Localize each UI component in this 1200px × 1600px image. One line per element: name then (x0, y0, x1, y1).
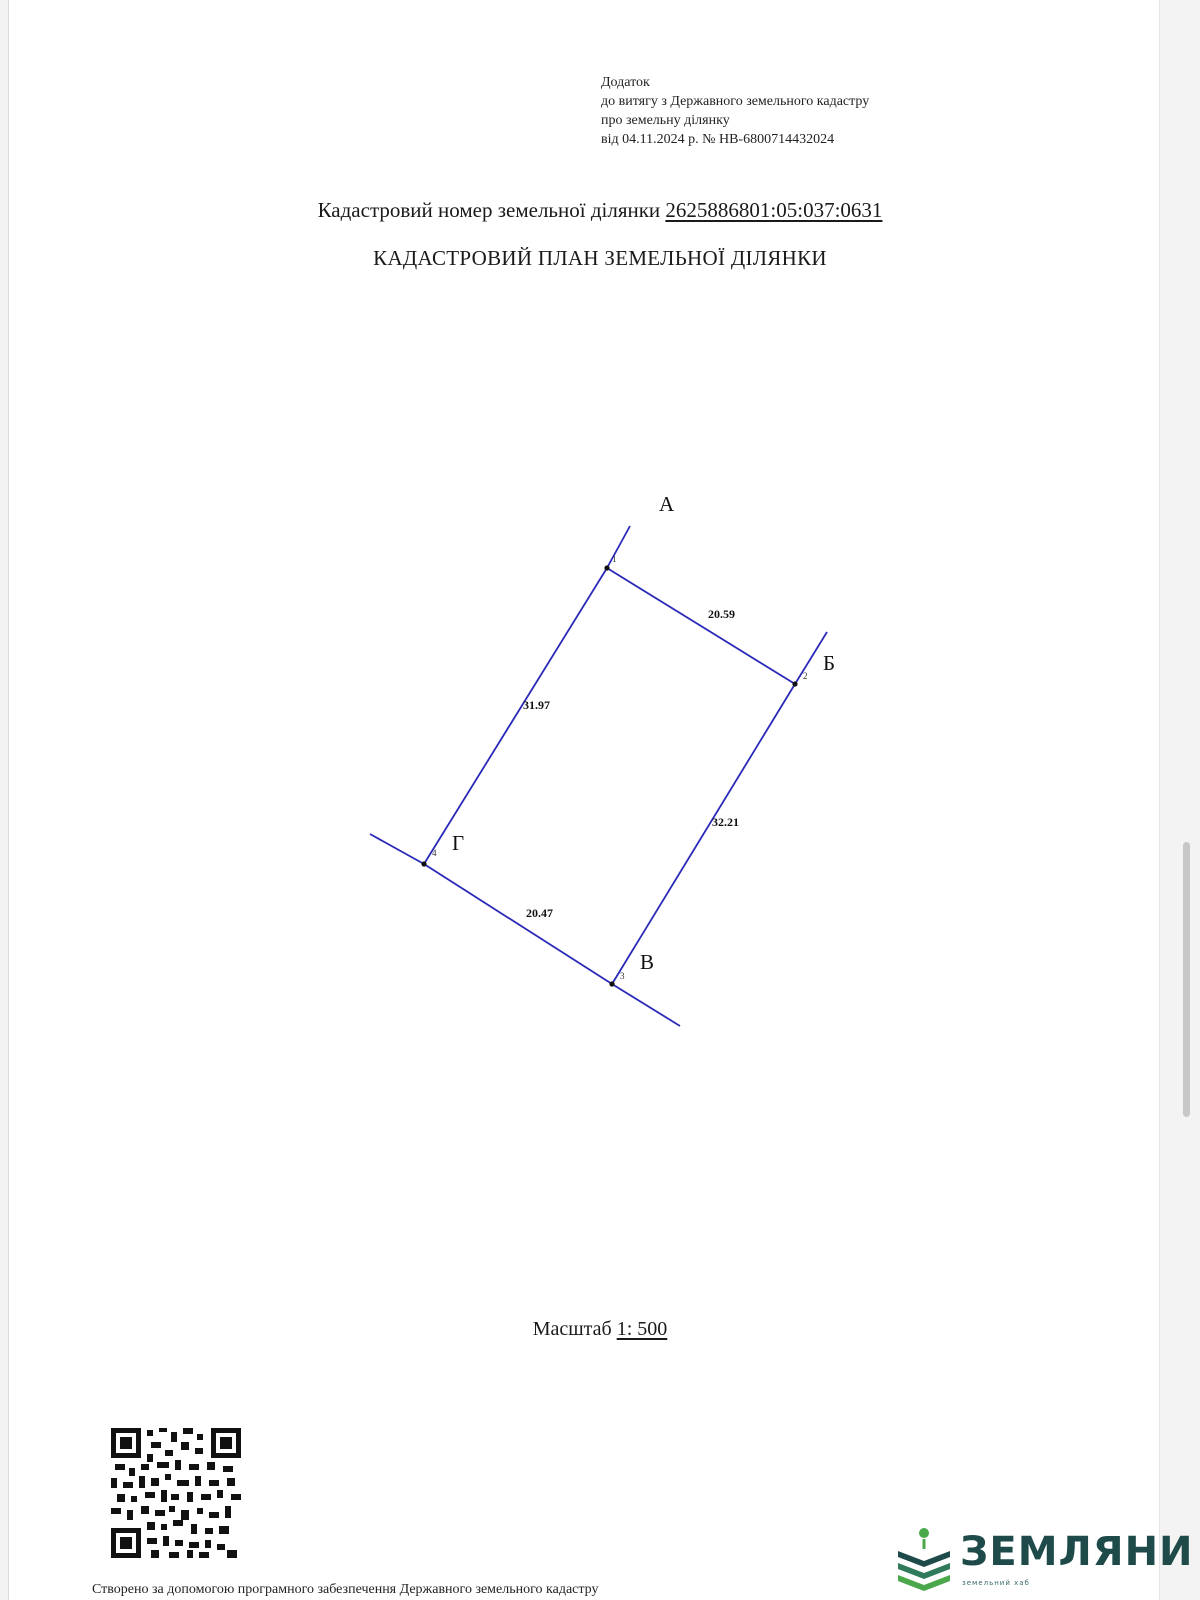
cadastral-number-label: Кадастровий номер земельної ділянки (317, 198, 666, 222)
side-letters (452, 492, 835, 974)
brand-logo-icon (896, 1527, 952, 1597)
appendix-line-2: до витягу з Державного земельного кадастру (601, 94, 870, 109)
footer-note: Створено за допомогою програмного забезпечення Державного земельного кадастру (92, 1582, 599, 1597)
brand-name: ЗЕМЛЯНИ (960, 1529, 1194, 1575)
neighbor-line-v (612, 984, 680, 1026)
boundary-side-4-1 (424, 568, 607, 864)
cadastral-number: 2625886801:05:037:0631 (665, 198, 883, 222)
scale-line (0, 1318, 1200, 1341)
vertex-point-3 (609, 981, 614, 986)
vertex-number-4: 4 (432, 848, 437, 858)
distance-labels (523, 607, 739, 920)
brand-watermark (896, 1527, 1194, 1597)
vertex-numbers (432, 554, 808, 981)
boundary-lines (370, 526, 827, 1026)
scale-label: Масштаб (532, 1318, 617, 1340)
scale-value: 1: 500 (616, 1318, 668, 1340)
side-letter-b: Б (823, 651, 836, 675)
appendix-line-3: про земельну ділянку (601, 113, 730, 128)
vertex-number-3: 3 (620, 971, 625, 981)
vertex-point-4 (421, 861, 426, 866)
side-letter-a: А (659, 492, 675, 516)
distance-label-2-3: 32.21 (712, 815, 739, 829)
boundary-side-3-4 (424, 864, 612, 984)
boundary-side-2-3 (612, 684, 795, 984)
vertex-point-1 (604, 565, 609, 570)
brand-tagline: земельний хаб (962, 1579, 1030, 1587)
qr-code (111, 1428, 241, 1558)
appendix-line-4: від 04.11.2024 р. № НВ-6800714432024 (601, 132, 835, 147)
side-letter-g: Г (452, 831, 465, 855)
side-letter-v: В (640, 950, 655, 974)
plan-title: КАДАСТРОВИЙ ПЛАН ЗЕМЕЛЬНОЇ ДІЛЯНКИ (373, 246, 827, 270)
vertex-number-2: 2 (803, 671, 808, 681)
distance-label-1-2: 20.59 (708, 607, 735, 621)
neighbor-line-g (370, 834, 424, 864)
distance-label-4-1: 31.97 (523, 698, 550, 712)
vertex-number-1: 1 (612, 554, 617, 564)
distance-label-3-4: 20.47 (526, 906, 553, 920)
appendix-line-1: Додаток (601, 75, 650, 90)
neighbor-line-a (607, 526, 630, 568)
boundary-side-1-2 (607, 568, 795, 684)
vertex-point-2 (792, 681, 797, 686)
